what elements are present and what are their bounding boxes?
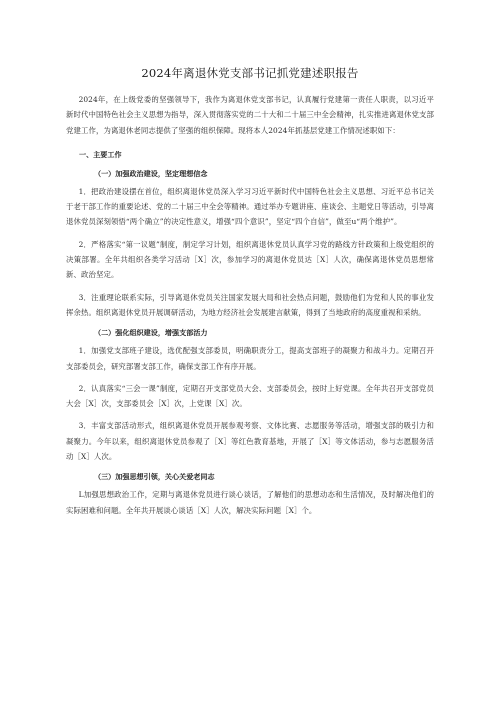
intro-paragraph: 2024年，在上级党委的坚强领导下，我作为离退休党支部书记，认真履行党建第一责任人职责，以习近平新时代中国特色社会主义思想为指导，深入贯彻落实党的二十大和二十届三中全会精神，扎实推进离退休党支部党建工作，为离退休老同志提供了坚强的组织保障。现将本人2024年抓基层党建工作情况述职如下： bbox=[66, 95, 434, 135]
paragraph-political-1: 1．把政治建设摆在首位，组织离退休党员深入学习习近平新时代中国特色社会主义思想、习近平总书记关于老干部工作的重要论述、党的二十届三中全会等精神。通过举办专题讲座、座谈会、主题党日等活动，引导离退休党员深刻领悟“两个确立”的决定性意义，增强“四个意识”，坚定“四个自信”，做至u“两个维护”。 bbox=[66, 186, 434, 227]
document-body bbox=[66, 92, 434, 518]
section-heading-main-work: 一、主要工作 bbox=[79, 149, 122, 159]
subsection-heading-political: （一）加强政治建设，坚定理想信念 bbox=[94, 168, 208, 178]
subsection-heading-organization: （二）强化组织建设，增强支部活力 bbox=[94, 328, 208, 338]
paragraph-organization-3: 3．丰富支部活动形式，组织离退休党员开展参观考察、文体比赛、志愿服务等活动，增强支部的吸引力和凝聚力。今年以来，组织离退休党员参观了［X］等红色教育基地，开展了［X］等文体活动，参与志愿服务活动［X］人次。 bbox=[66, 421, 434, 462]
document-title: 2024年离退休党支部书记抓党建述职报告 bbox=[141, 66, 359, 80]
paragraph-political-2: 2．严格落实“第一议题”制度，制定学习计划，组织离退休党员认真学习党的路线方针政策和上级党组织的决策部署。全年共组织各类学习活动［X］次，参加学习的离退休党员达［X］人次，确保离退休党员思想常新、政治坚定。 bbox=[66, 239, 434, 280]
subsection-heading-ideology: （三）加强思想引领，关心关爱老同志 bbox=[94, 472, 215, 482]
paragraph-organization-1: 1．加强党支部班子建设，选优配强支部委员，明确职责分工，提高支部班子的凝聚力和战斗力。定期召开支部委员会，研究部署支部工作，确保支部工作有序开展。 bbox=[66, 346, 434, 371]
paragraph-organization-2: 2．认真落实“三会一课”制度，定期召开支部党员大会、支部委员会，按时上好党课。全年共召开支部党员大会［X］次，支部委员会［X］次，上党课［X］次。 bbox=[66, 383, 434, 409]
paragraph-political-3: 3．注重理论联系实际，引导离退休党员关注国家发展大局和社会热点问题，鼓励他们为党和人民的事业发挥余热。组织离退休党员开展调研活动，为地方经济社会发展建言献策，得到了当地政府的高度重视和采纳。 bbox=[66, 292, 434, 317]
paragraph-ideology-1: L加强思想政治工作，定期与离退休党员进行谈心谈话，了解他们的思想动态和生活情况，及时解决他们的实际困难和问题。全年共开展谈心谈话［X］人次，解决实际问题［X］个。 bbox=[66, 490, 434, 515]
